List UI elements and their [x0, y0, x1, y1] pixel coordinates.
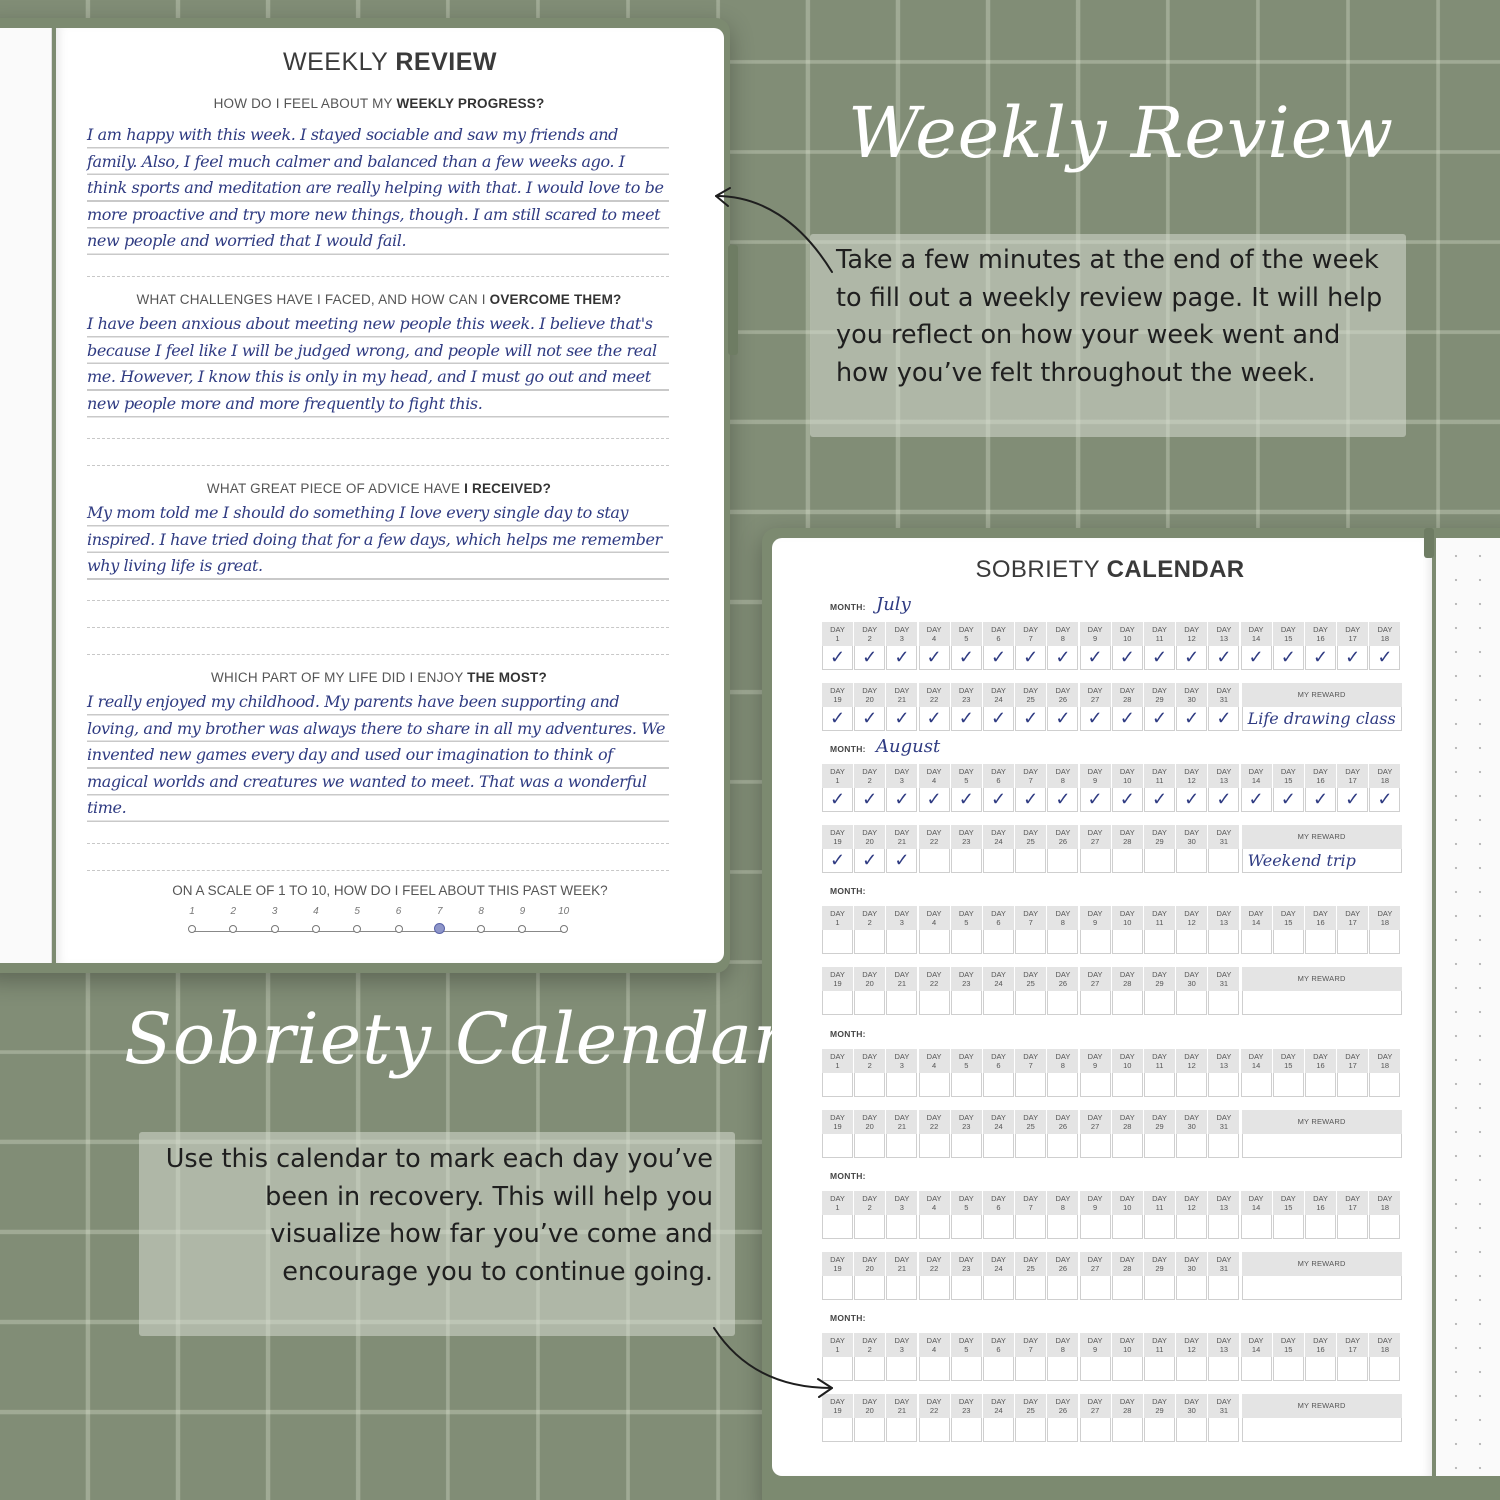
day-box[interactable]: ✓ — [1047, 788, 1078, 812]
day-box[interactable]: ✓ — [886, 849, 917, 873]
day-box[interactable]: ✓ — [1112, 646, 1143, 670]
day-box[interactable]: ✓ — [919, 646, 950, 670]
day-header: DAY 6 — [983, 764, 1014, 788]
month-label: MONTH: — [830, 744, 866, 755]
day-box[interactable]: ✓ — [1369, 646, 1400, 670]
day-header: DAY 15 — [1273, 1333, 1304, 1357]
day-box[interactable]: ✓ — [1144, 646, 1175, 670]
day-header: DAY 1 — [822, 906, 853, 930]
day-header: DAY 27 — [1080, 825, 1111, 849]
sobriety-calendar-title: SOBRIETY CALENDAR — [975, 556, 1245, 583]
day-header: DAY 20 — [854, 1394, 885, 1418]
day-box[interactable]: ✓ — [1176, 646, 1207, 670]
day-header: DAY 12 — [1176, 1191, 1207, 1215]
day-header: DAY 13 — [1208, 1191, 1239, 1215]
day-box[interactable]: ✓ — [822, 707, 853, 731]
day-box[interactable]: ✓ — [983, 788, 1014, 812]
day-header: DAY 16 — [1305, 906, 1336, 930]
day-header: DAY 26 — [1047, 967, 1078, 991]
day-header: DAY 31 — [1208, 1394, 1239, 1418]
day-header: DAY 19 — [822, 1252, 853, 1276]
day-header: DAY 31 — [1208, 967, 1239, 991]
day-header: DAY 22 — [919, 825, 950, 849]
day-header: DAY 14 — [1241, 622, 1272, 646]
day-header: DAY 17 — [1337, 622, 1368, 646]
day-box[interactable]: ✓ — [1273, 646, 1304, 670]
day-header: DAY 23 — [951, 1394, 982, 1418]
day-header: DAY 28 — [1112, 1110, 1143, 1134]
day-header: DAY 22 — [919, 1394, 950, 1418]
day-box[interactable]: ✓ — [886, 646, 917, 670]
day-header: DAY 30 — [1176, 1110, 1207, 1134]
day-header: DAY 18 — [1369, 764, 1400, 788]
day-header: DAY 25 — [1015, 683, 1046, 707]
day-header: DAY 27 — [1080, 1110, 1111, 1134]
month-label: MONTH: — [830, 1313, 866, 1323]
day-header: DAY 3 — [886, 906, 917, 930]
day-header: DAY 31 — [1208, 1110, 1239, 1134]
day-header: DAY 5 — [951, 906, 982, 930]
day-header: DAY 10 — [1112, 1049, 1143, 1073]
day-header: DAY 20 — [854, 967, 885, 991]
day-header: DAY 21 — [886, 683, 917, 707]
day-header: DAY 24 — [983, 967, 1014, 991]
day-header: DAY 8 — [1047, 1191, 1078, 1215]
day-header: DAY 19 — [822, 683, 853, 707]
day-header: DAY 24 — [983, 1110, 1014, 1134]
day-header: DAY 6 — [983, 1191, 1014, 1215]
day-header: DAY 9 — [1080, 1049, 1111, 1073]
day-header: DAY 8 — [1047, 906, 1078, 930]
day-header: DAY 4 — [919, 622, 950, 646]
day-header: DAY 28 — [1112, 1394, 1143, 1418]
day-header: DAY 11 — [1144, 906, 1175, 930]
day-header: DAY 5 — [951, 622, 982, 646]
day-header: DAY 19 — [822, 1394, 853, 1418]
day-header: DAY 2 — [854, 1049, 885, 1073]
day-box[interactable]: ✓ — [951, 707, 982, 731]
day-header: DAY 18 — [1369, 906, 1400, 930]
day-header: DAY 10 — [1112, 1191, 1143, 1215]
day-header: DAY 17 — [1337, 764, 1368, 788]
day-header: DAY 25 — [1015, 1252, 1046, 1276]
day-box[interactable]: ✓ — [1047, 707, 1078, 731]
day-header: DAY 14 — [1241, 764, 1272, 788]
day-header: DAY 21 — [886, 1252, 917, 1276]
day-box[interactable]: ✓ — [1337, 788, 1368, 812]
day-header: DAY 23 — [951, 967, 982, 991]
day-box[interactable]: ✓ — [822, 646, 853, 670]
day-header: DAY 17 — [1337, 1049, 1368, 1073]
reward-header: MY REWARD — [1242, 825, 1402, 849]
day-box[interactable]: ✓ — [1080, 788, 1111, 812]
day-header: DAY 2 — [854, 1191, 885, 1215]
day-header: DAY 4 — [919, 764, 950, 788]
month-label: MONTH: — [830, 886, 866, 897]
reward-header: MY REWARD — [1242, 1110, 1402, 1134]
day-header: DAY 26 — [1047, 683, 1078, 707]
day-header: DAY 22 — [919, 1110, 950, 1134]
day-header: DAY 11 — [1144, 622, 1175, 646]
day-header: DAY 8 — [1047, 622, 1078, 646]
day-header: DAY 21 — [886, 1394, 917, 1418]
day-header: DAY 5 — [951, 1191, 982, 1215]
day-header: DAY 12 — [1176, 764, 1207, 788]
day-header: DAY 30 — [1176, 967, 1207, 991]
day-header: DAY 19 — [822, 967, 853, 991]
weekly-review-heading: Weekly Review — [848, 92, 1395, 174]
question-weekly-progress: HOW DO I FEEL ABOUT MY WEEKLY PROGRESS? — [213, 96, 545, 111]
day-header: DAY 3 — [886, 764, 917, 788]
day-header: DAY 8 — [1047, 764, 1078, 788]
day-header: DAY 8 — [1047, 1049, 1078, 1073]
day-header: DAY 14 — [1241, 1049, 1272, 1073]
day-header: DAY 6 — [983, 1333, 1014, 1357]
day-header: DAY 29 — [1144, 683, 1175, 707]
scale-tick-label: 2 — [230, 906, 237, 917]
day-header: DAY 27 — [1080, 683, 1111, 707]
day-header: DAY 29 — [1144, 1252, 1175, 1276]
day-header: DAY 7 — [1015, 906, 1046, 930]
day-header: DAY 24 — [983, 825, 1014, 849]
day-header: DAY 27 — [1080, 1394, 1111, 1418]
arrow-to-calendar — [714, 1328, 832, 1397]
day-box[interactable]: ✓ — [1015, 788, 1046, 812]
day-header: DAY 20 — [854, 825, 885, 849]
day-header: DAY 5 — [951, 1049, 982, 1073]
day-header: DAY 16 — [1305, 1191, 1336, 1215]
day-box[interactable]: ✓ — [919, 788, 950, 812]
day-header: DAY 1 — [822, 1191, 853, 1215]
day-box[interactable]: ✓ — [1241, 646, 1272, 670]
day-header: DAY 1 — [822, 622, 853, 646]
day-header: DAY 17 — [1337, 906, 1368, 930]
day-header: DAY 2 — [854, 906, 885, 930]
answer-weekly-progress: I am happy with this week. I stayed sociable and saw my friends and family. Also, I feel much calmer and balanced than a few weeks ago. I think sports and meditation are really helping with that. I would love to be more proactive and try more new things, though. I am still scared to meet new people and worried that I would fail. — [87, 122, 669, 255]
day-header: DAY 3 — [886, 1049, 917, 1073]
day-header: DAY 9 — [1080, 622, 1111, 646]
day-header: DAY 7 — [1015, 1049, 1046, 1073]
day-header: DAY 6 — [983, 906, 1014, 930]
day-box[interactable]: ✓ — [854, 788, 885, 812]
day-header: DAY 19 — [822, 1110, 853, 1134]
day-header: DAY 27 — [1080, 1252, 1111, 1276]
sobriety-calendar-heading: Sobriety Calendar — [124, 998, 788, 1080]
day-header: DAY 13 — [1208, 622, 1239, 646]
day-header: DAY 29 — [1144, 1110, 1175, 1134]
day-header: DAY 12 — [1176, 622, 1207, 646]
day-box[interactable]: ✓ — [854, 849, 885, 873]
day-box[interactable]: ✓ — [1080, 646, 1111, 670]
day-header: DAY 11 — [1144, 1333, 1175, 1357]
scale-tick-label: 8 — [478, 906, 484, 917]
day-header: DAY 15 — [1273, 622, 1304, 646]
day-header: DAY 25 — [1015, 967, 1046, 991]
day-header: DAY 8 — [1047, 1333, 1078, 1357]
day-box[interactable]: ✓ — [919, 707, 950, 731]
day-header: DAY 11 — [1144, 764, 1175, 788]
question-advice: WHAT GREAT PIECE OF ADVICE HAVE I RECEIVED? — [206, 481, 552, 496]
day-box[interactable]: ✓ — [1208, 707, 1239, 731]
day-header: DAY 17 — [1337, 1333, 1368, 1357]
day-header: DAY 13 — [1208, 764, 1239, 788]
day-box[interactable]: ✓ — [1112, 788, 1143, 812]
day-header: DAY 11 — [1144, 1191, 1175, 1215]
day-header: DAY 1 — [822, 1049, 853, 1073]
day-header: DAY 11 — [1144, 1049, 1175, 1073]
reward-header: MY REWARD — [1242, 967, 1402, 991]
question-enjoy-most: WHICH PART OF MY LIFE DID I ENJOY THE MOST? — [211, 670, 547, 685]
day-box[interactable]: ✓ — [854, 646, 885, 670]
day-header: DAY 15 — [1273, 1191, 1304, 1215]
month-name[interactable]: August — [876, 736, 941, 758]
day-box[interactable]: ✓ — [1208, 788, 1239, 812]
day-header: DAY 25 — [1015, 1110, 1046, 1134]
day-box[interactable]: ✓ — [1080, 707, 1111, 731]
day-header: DAY 3 — [886, 1191, 917, 1215]
day-header: DAY 9 — [1080, 1191, 1111, 1215]
day-box[interactable]: ✓ — [1015, 707, 1046, 731]
day-box[interactable]: ✓ — [1305, 646, 1336, 670]
reward-header: MY REWARD — [1242, 1252, 1402, 1276]
day-box[interactable]: ✓ — [886, 788, 917, 812]
day-header: DAY 13 — [1208, 1333, 1239, 1357]
day-header: DAY 6 — [983, 622, 1014, 646]
day-header: DAY 23 — [951, 683, 982, 707]
day-header: DAY 4 — [919, 906, 950, 930]
day-header: DAY 26 — [1047, 1252, 1078, 1276]
weekly-review-callout-text: Take a few minutes at the end of the week to fill out a weekly review page. It will help you reflect on how your week went and how you’ve felt throughout the week. — [836, 245, 1383, 388]
answer-enjoy-most: I really enjoyed my childhood. My parents have been supporting and loving, and my brother was always there to share in all my adventures. We invented new games every day and used our imagination to think of magical worlds and creatures we wanted to meet. That was a wonderful time. — [87, 689, 669, 822]
day-header: DAY 30 — [1176, 683, 1207, 707]
day-box[interactable]: ✓ — [1369, 788, 1400, 812]
answer-challenges: I have been anxious about meeting new people this week. I believe that's because I feel like I will be judged wrong, and people will not see the real me. However, I know this is only in my head, and I must go out and meet new people more and more frequently to fight this. — [87, 311, 669, 418]
day-header: DAY 15 — [1273, 764, 1304, 788]
day-box[interactable]: ✓ — [1305, 788, 1336, 812]
day-header: DAY 3 — [886, 1333, 917, 1357]
day-header: DAY 6 — [983, 1049, 1014, 1073]
day-header: DAY 30 — [1176, 1394, 1207, 1418]
weekly-review-title: WEEKLY REVIEW — [283, 48, 497, 76]
day-box[interactable]: ✓ — [951, 788, 982, 812]
day-box[interactable]: ✓ — [983, 646, 1014, 670]
day-header: DAY 30 — [1176, 1252, 1207, 1276]
scale-tick-label: 7 — [437, 906, 443, 917]
day-box[interactable]: ✓ — [1144, 788, 1175, 812]
day-box[interactable]: ✓ — [1176, 788, 1207, 812]
day-box[interactable]: ✓ — [951, 646, 982, 670]
sobriety-calendar-callout-text: Use this calendar to mark each day you’ve been in recovery. This will help you visualize how far you’ve come and encourage you to continue going. — [165, 1144, 713, 1287]
day-header: DAY 12 — [1176, 1049, 1207, 1073]
day-header: DAY 21 — [886, 825, 917, 849]
day-header: DAY 15 — [1273, 1049, 1304, 1073]
day-box[interactable]: ✓ — [1273, 788, 1304, 812]
day-header: DAY 26 — [1047, 1394, 1078, 1418]
day-header: DAY 17 — [1337, 1191, 1368, 1215]
reward-header: MY REWARD — [1242, 1394, 1402, 1418]
scale-question: ON A SCALE OF 1 TO 10, HOW DO I FEEL ABOUT THIS PAST WEEK? — [172, 883, 608, 898]
day-header: DAY 7 — [1015, 1333, 1046, 1357]
reward-value[interactable]: Weekend trip — [1242, 849, 1402, 873]
day-header: DAY 23 — [951, 1110, 982, 1134]
day-header: DAY 16 — [1305, 622, 1336, 646]
day-header: DAY 5 — [951, 1333, 982, 1357]
arrow-to-weekly-review — [716, 188, 832, 272]
day-box[interactable]: ✓ — [886, 707, 917, 731]
day-header: DAY 14 — [1241, 1333, 1272, 1357]
day-header: DAY 30 — [1176, 825, 1207, 849]
day-box[interactable]: ✓ — [854, 707, 885, 731]
day-header: DAY 22 — [919, 967, 950, 991]
day-box[interactable]: ✓ — [1241, 788, 1272, 812]
day-header: DAY 7 — [1015, 1191, 1046, 1215]
day-header: DAY 28 — [1112, 825, 1143, 849]
day-header: DAY 24 — [983, 1394, 1014, 1418]
day-header: DAY 19 — [822, 825, 853, 849]
day-header: DAY 14 — [1241, 906, 1272, 930]
day-header: DAY 3 — [886, 622, 917, 646]
reward-header: MY REWARD — [1242, 683, 1402, 707]
day-header: DAY 13 — [1208, 1049, 1239, 1073]
day-box[interactable]: ✓ — [822, 849, 853, 873]
day-header: DAY 24 — [983, 683, 1014, 707]
day-header: DAY 20 — [854, 683, 885, 707]
day-header: DAY 22 — [919, 683, 950, 707]
day-header: DAY 2 — [854, 1333, 885, 1357]
day-header: DAY 4 — [919, 1191, 950, 1215]
day-header: DAY 5 — [951, 764, 982, 788]
day-header: DAY 18 — [1369, 1191, 1400, 1215]
day-header: DAY 29 — [1144, 1394, 1175, 1418]
day-header: DAY 16 — [1305, 764, 1336, 788]
day-box[interactable]: ✓ — [1015, 646, 1046, 670]
day-header: DAY 9 — [1080, 764, 1111, 788]
day-header: DAY 25 — [1015, 825, 1046, 849]
day-header: DAY 21 — [886, 1110, 917, 1134]
day-header: DAY 2 — [854, 764, 885, 788]
day-box[interactable]: ✓ — [1208, 646, 1239, 670]
day-header: DAY 23 — [951, 825, 982, 849]
day-header: DAY 2 — [854, 622, 885, 646]
day-header: DAY 10 — [1112, 1333, 1143, 1357]
question-challenges: WHAT CHALLENGES HAVE I FACED, AND HOW CAN I OVERCOME THEM? — [136, 292, 622, 307]
day-header: DAY 15 — [1273, 906, 1304, 930]
day-header: DAY 25 — [1015, 1394, 1046, 1418]
day-header: DAY 1 — [822, 764, 853, 788]
day-header: DAY 12 — [1176, 1333, 1207, 1357]
scale-tick-label: 6 — [395, 906, 402, 917]
month-label: MONTH: — [830, 602, 866, 612]
scale-tick-label: 4 — [313, 906, 319, 917]
day-header: DAY 31 — [1208, 1252, 1239, 1276]
day-header: DAY 31 — [1208, 683, 1239, 707]
day-box[interactable]: ✓ — [1337, 646, 1368, 670]
day-header: DAY 26 — [1047, 1110, 1078, 1134]
day-header: DAY 18 — [1369, 1049, 1400, 1073]
scale-tick-label: 3 — [271, 906, 278, 917]
day-header: DAY 10 — [1112, 764, 1143, 788]
day-header: DAY 29 — [1144, 967, 1175, 991]
day-header: DAY 20 — [854, 1110, 885, 1134]
day-header: DAY 28 — [1112, 967, 1143, 991]
day-header: DAY 10 — [1112, 906, 1143, 930]
month-label: MONTH: — [830, 1170, 866, 1181]
day-header: DAY 20 — [854, 1252, 885, 1276]
day-box[interactable]: ✓ — [822, 788, 853, 812]
scale-tick-label: 5 — [354, 906, 360, 917]
day-header: DAY 7 — [1015, 622, 1046, 646]
answer-advice: My mom told me I should do something I love every single day to stay inspired. I have tried doing that for a few days, which helps me remember why living life is great. — [87, 500, 669, 580]
day-header: DAY 18 — [1369, 622, 1400, 646]
day-header: DAY 22 — [919, 1252, 950, 1276]
day-header: DAY 27 — [1080, 967, 1111, 991]
day-header: DAY 31 — [1208, 825, 1239, 849]
day-header: DAY 26 — [1047, 825, 1078, 849]
day-box[interactable]: ✓ — [1047, 646, 1078, 670]
day-header: DAY 4 — [919, 1333, 950, 1357]
reward-value[interactable]: Life drawing class — [1242, 707, 1402, 731]
day-header: DAY 10 — [1112, 622, 1143, 646]
day-box[interactable]: ✓ — [1176, 707, 1207, 731]
day-header: DAY 7 — [1015, 764, 1046, 788]
month-label: MONTH: — [830, 1028, 866, 1039]
day-header: DAY 9 — [1080, 906, 1111, 930]
scale-tick-label: 10 — [558, 906, 570, 917]
scale-tick-label: 1 — [189, 906, 195, 917]
day-header: DAY 16 — [1305, 1049, 1336, 1073]
day-header: DAY 12 — [1176, 906, 1207, 930]
day-box[interactable]: ✓ — [983, 707, 1014, 731]
day-header: DAY 1 — [822, 1333, 853, 1357]
day-header: DAY 29 — [1144, 825, 1175, 849]
day-header: DAY 14 — [1241, 1191, 1272, 1215]
day-header: DAY 28 — [1112, 683, 1143, 707]
day-header: DAY 4 — [919, 1049, 950, 1073]
day-header: DAY 28 — [1112, 1252, 1143, 1276]
day-header: DAY 13 — [1208, 906, 1239, 930]
scale-tick-label: 9 — [519, 906, 526, 917]
day-header: DAY 24 — [983, 1252, 1014, 1276]
day-header: DAY 21 — [886, 967, 917, 991]
month-name[interactable]: July — [876, 594, 911, 615]
day-header: DAY 16 — [1305, 1333, 1336, 1357]
day-header: DAY 18 — [1369, 1333, 1400, 1357]
day-box[interactable]: ✓ — [1144, 707, 1175, 731]
day-header: DAY 23 — [951, 1252, 982, 1276]
day-header: DAY 9 — [1080, 1333, 1111, 1357]
day-box[interactable]: ✓ — [1112, 707, 1143, 731]
